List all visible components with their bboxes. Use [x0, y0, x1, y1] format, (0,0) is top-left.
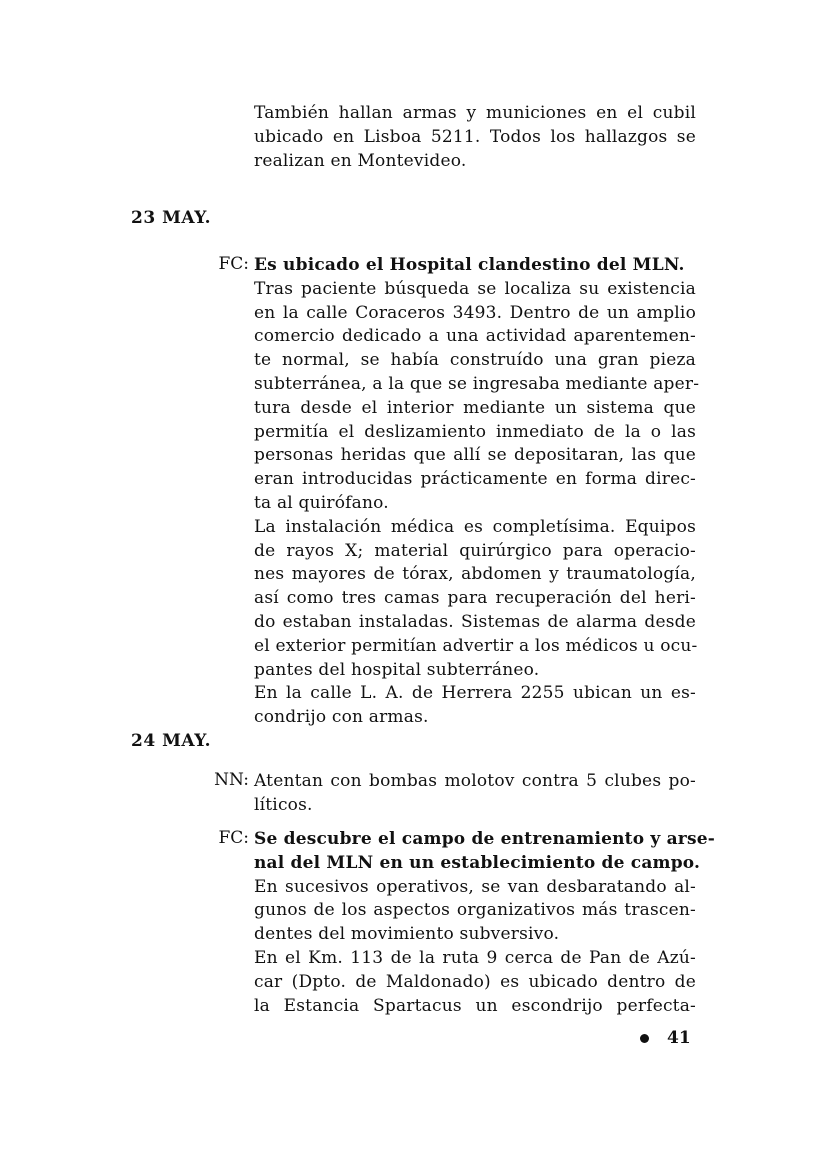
bullet-icon [640, 1034, 649, 1043]
text-line: También hallan armas y municiones en el cubil [254, 103, 696, 123]
text-line: subterránea, a la que se ingresaba mediante aper- [254, 373, 700, 394]
text-line: pantes del hospital subterráneo. [254, 659, 540, 680]
text-line: gunos de los aspectos organizativos más trascen- [254, 900, 696, 921]
page-number: 41 [667, 1028, 691, 1048]
text-line: Atentan con bombas molotov contra 5 clubes po- [254, 771, 696, 791]
entry-tag: FC: [218, 828, 249, 848]
text-line: realizan en Montevideo. [254, 150, 467, 171]
text-line: te normal, se había construído una gran pieza [254, 350, 696, 371]
text-line: do estaban instaladas. Sistemas de alarma desde [254, 611, 696, 632]
text-line: personas heridas que allí se depositaran, las que [254, 445, 696, 466]
date-heading: 24 MAY. [131, 731, 212, 751]
entry-heading: Se descubre el campo de entrenamiento y arse- [254, 829, 716, 849]
text-line: condrijo con armas. [254, 707, 429, 728]
text-line: en la calle Coraceros 3493. Dentro de un amplio [254, 302, 696, 323]
text-line: ta al quirófano. [254, 492, 389, 513]
text-line: tura desde el interior mediante un sistema que [254, 397, 696, 418]
entry-tag: NN: [214, 770, 249, 790]
text-line: eran introducidas prácticamente en forma direc- [254, 469, 696, 490]
text-line: Tras paciente búsqueda se localiza su existencia [254, 278, 696, 299]
entry-tag: FC: [218, 254, 249, 274]
text-line: así como tres camas para recuperación del heri- [254, 588, 696, 609]
text-line: En la calle L. A. de Herrera 2255 ubican un es- [254, 683, 696, 704]
text-line: nes mayores de tórax, abdomen y traumatología, [254, 564, 696, 585]
text-line: ubicado en Lisboa 5211. Todos los hallazgos se [254, 126, 696, 147]
text-line: La instalación médica es completísima. Equipos [254, 516, 696, 537]
entry-heading: Es ubicado el Hospital clandestino del MLN. [254, 255, 685, 275]
page-footer [640, 1028, 691, 1048]
text-line: En sucesivos operativos, se van desbaratando al- [254, 876, 696, 897]
text-line: el exterior permitían advertir a los médicos u ocu- [254, 635, 698, 656]
text-line: dentes del movimiento subversivo. [254, 924, 560, 945]
text-line: comercio dedicado a una actividad aparentemen- [254, 326, 696, 347]
text-line: permitía el deslizamiento inmediato de la o las [254, 421, 696, 442]
text-line: líticos. [254, 794, 313, 815]
entry-paragraph [254, 828, 716, 1018]
date-heading: 23 MAY. [131, 208, 212, 228]
intro-paragraph [254, 102, 696, 173]
text-line: car (Dpto. de Maldonado) es ubicado dentro de [254, 971, 696, 992]
text-line: En el Km. 113 de la ruta 9 cerca de Pan de Azú- [254, 947, 696, 968]
entry-paragraph [254, 770, 696, 818]
text-line: la Estancia Spartacus un escondrijo perfecta- [254, 995, 696, 1016]
text-line: de rayos X; material quirúrgico para operacio- [254, 540, 696, 561]
entry-paragraph [254, 254, 700, 730]
entry-heading: nal del MLN en un establecimiento de campo. [254, 852, 701, 873]
